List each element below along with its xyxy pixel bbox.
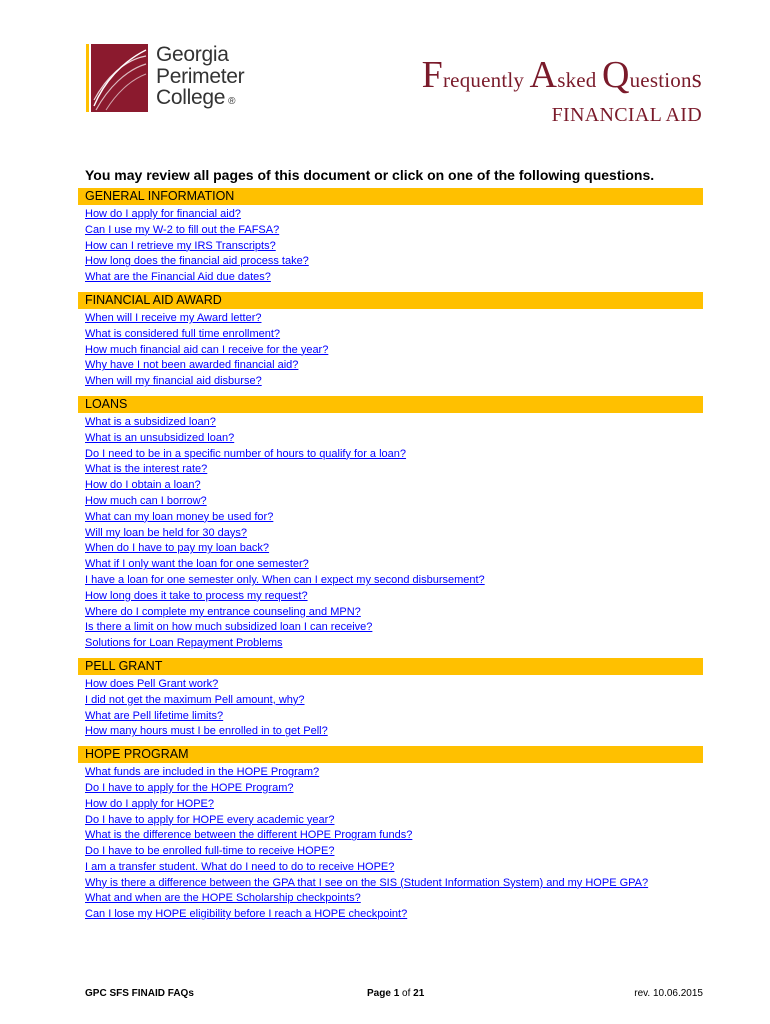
question-link[interactable]: How do I apply for HOPE? — [85, 797, 215, 810]
question-link[interactable]: Is there a limit on how much subsidized loan I can receive? — [85, 621, 373, 634]
college-name-line3: College — [156, 86, 226, 109]
question-link[interactable]: Where do I complete my entrance counseling and MPN? — [85, 605, 361, 618]
question-link[interactable]: I have a loan for one semester only. When can I expect my second disbursement? — [85, 573, 485, 586]
section-header: PELL GRANT — [78, 658, 703, 675]
question-link[interactable]: How do I apply for financial aid? — [85, 208, 241, 220]
registered-mark: ® — [228, 96, 236, 107]
question-link[interactable]: Solutions for Loan Repayment Problems — [85, 637, 283, 650]
college-logo-mark-icon — [86, 44, 148, 112]
faq-section — [78, 292, 703, 390]
question-link[interactable]: How many hours must I be enrolled in to get Pell? — [85, 725, 328, 738]
question-link[interactable]: How do I obtain a loan? — [85, 479, 201, 492]
faq-section — [78, 658, 703, 740]
question-link[interactable]: How does Pell Grant work? — [85, 677, 219, 690]
question-link[interactable]: Do I have to be enrolled full-time to receive HOPE? — [85, 845, 335, 858]
section-header: HOPE PROGRAM — [78, 746, 703, 763]
question-link[interactable]: Do I have to apply for the HOPE Program? — [85, 781, 294, 794]
question-link[interactable]: What funds are included in the HOPE Program? — [85, 766, 320, 779]
question-link[interactable]: What is the difference between the different HOPE Program funds? — [85, 829, 413, 842]
question-link[interactable]: What and when are the HOPE Scholarship checkpoints? — [85, 892, 361, 905]
question-link[interactable]: When do I have to pay my loan back? — [85, 542, 270, 555]
faq-section — [78, 396, 703, 652]
footer-revision: rev. 10.06.2015 — [634, 988, 703, 999]
question-link[interactable]: What is the interest rate? — [85, 463, 208, 476]
section-header: FINANCIAL AID AWARD — [78, 292, 703, 309]
footer-page-number: Page 1 of 21 — [367, 988, 425, 999]
section-header: GENERAL INFORMATION — [78, 188, 703, 205]
question-link[interactable]: What can my loan money be used for? — [85, 510, 274, 523]
question-link[interactable]: I did not get the maximum Pell amount, why? — [85, 693, 305, 706]
question-link[interactable]: Will my loan be held for 30 days? — [85, 526, 248, 539]
question-link[interactable]: Why have I not been awarded financial aid? — [85, 359, 299, 372]
question-link[interactable]: What is a subsidized loan? — [85, 415, 216, 428]
college-logo — [86, 44, 266, 116]
question-link[interactable]: How can I retrieve my IRS Transcripts? — [85, 239, 276, 252]
question-link[interactable]: Can I lose my HOPE eligibility before I reach a HOPE checkpoint? — [85, 908, 408, 921]
faq-section — [78, 746, 703, 923]
college-name-line1: Georgia — [156, 43, 229, 66]
page-footer — [85, 988, 703, 1002]
question-link[interactable]: Do I need to be in a specific number of hours to qualify for a loan? — [85, 447, 407, 460]
section-header: LOANS — [78, 396, 703, 413]
question-link[interactable]: How long does it take to process my request? — [85, 589, 308, 602]
question-link[interactable]: When will I receive my Award letter? — [85, 311, 262, 324]
question-link[interactable]: Why is there a difference between the GPA that I see on the SIS (Student Information System) and my HOPE GPA? — [85, 876, 649, 889]
page-title: Frequently Asked Questions — [421, 54, 702, 96]
question-link[interactable]: What is an unsubsidized loan? — [85, 431, 235, 444]
question-link[interactable]: I am a transfer student. What do I need to do to receive HOPE? — [85, 860, 395, 873]
question-link[interactable]: What is considered full time enrollment? — [85, 327, 281, 340]
question-link[interactable]: How much financial aid can I receive for the year? — [85, 343, 329, 356]
question-link[interactable]: When will my financial aid disburse? — [85, 375, 262, 388]
college-name-line2: Perimeter — [156, 64, 245, 88]
college-name — [156, 44, 244, 113]
question-link[interactable]: What are Pell lifetime limits? — [85, 709, 224, 722]
question-link[interactable]: How much can I borrow? — [85, 494, 207, 507]
footer-document-name: GPC SFS FINAID FAQs — [85, 988, 194, 999]
question-link[interactable]: What are the Financial Aid due dates? — [85, 271, 271, 284]
question-link[interactable]: Can I use my W-2 to fill out the FAFSA? — [85, 223, 280, 236]
question-link[interactable]: Do I have to apply for HOPE every academic year? — [85, 813, 335, 826]
page-subtitle: FINANCIAL AID — [551, 104, 702, 126]
intro-text: You may review all pages of this document or click on one of the following questions. — [85, 167, 655, 183]
question-link[interactable]: How long does the financial aid process take? — [85, 255, 309, 268]
faq-content — [78, 188, 703, 929]
faq-section — [78, 188, 703, 286]
question-link[interactable]: What if I only want the loan for one semester? — [85, 558, 309, 571]
